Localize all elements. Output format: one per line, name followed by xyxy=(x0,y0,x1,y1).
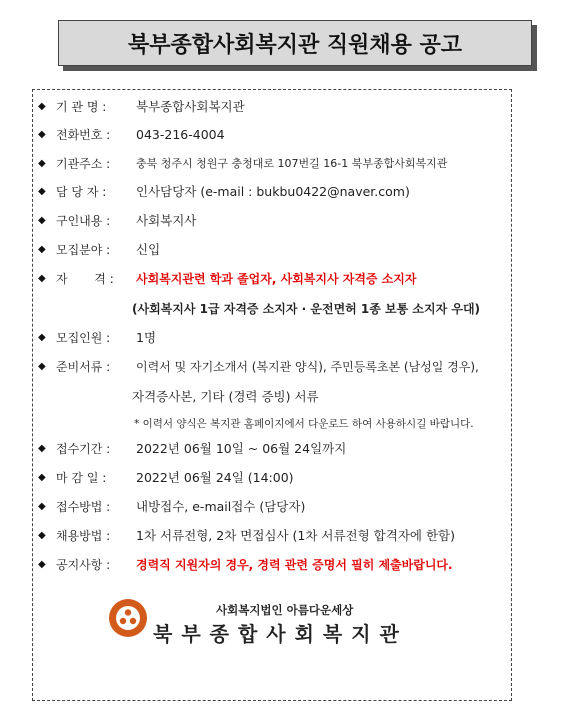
item-label: 자 격 : xyxy=(56,272,114,286)
list-item xyxy=(38,127,225,143)
item-value: 사회복지사 xyxy=(136,213,197,228)
item-label: 전화번호 : xyxy=(56,128,111,142)
item-label: 마 감 일 : xyxy=(56,471,107,485)
item-label: 기관주소 : xyxy=(56,157,111,171)
footer-center-name: 북부종합사회복지관 xyxy=(153,622,408,646)
list-item xyxy=(38,441,346,457)
list-item xyxy=(38,330,156,346)
item-label: 접수기간 : xyxy=(56,442,111,456)
diamond-bullet-icon: ◆ xyxy=(38,273,46,284)
qualification-text: 사회복지관련 학과 졸업자, 사회복지사 자격증 소지자 xyxy=(136,272,417,286)
list-item xyxy=(38,156,447,172)
list-item xyxy=(38,242,160,258)
list-item xyxy=(38,271,416,287)
item-label: 공지사항 : xyxy=(56,558,111,572)
diamond-bullet-icon: ◆ xyxy=(38,472,46,483)
list-item xyxy=(38,99,245,115)
list-item xyxy=(38,359,479,375)
diamond-bullet-icon: ◆ xyxy=(38,129,46,140)
welfare-logo-icon xyxy=(108,598,148,638)
footer-organization: 사회복지법인 아름다운세상 xyxy=(216,603,354,617)
diamond-bullet-icon: ◆ xyxy=(38,501,46,512)
list-item xyxy=(38,499,305,515)
list-item xyxy=(38,470,294,486)
diamond-bullet-icon: ◆ xyxy=(38,332,46,343)
qualification-preference: (사회복지사 1급 자격증 소지자 · 운전면허 1종 보통 소지자 우대) xyxy=(132,302,481,316)
notice-text: 경력직 지원자의 경우, 경력 관련 증명서 필히 제출바랍니다. xyxy=(136,558,453,572)
documents-note: * 이력서 양식은 복지관 홈페이지에서 다운로드 하여 사용하시길 바랍니다. xyxy=(134,418,474,430)
item-value: 인사담당자 (e-mail : bukbu0422@naver.com) xyxy=(136,184,410,199)
item-value: 내방접수, e-mail접수 (담당자) xyxy=(136,499,306,514)
item-label: 접수방법 : xyxy=(56,500,111,514)
item-value: 이력서 및 자기소개서 (복지관 양식), 주민등록초본 (남성일 경우), xyxy=(136,360,479,374)
item-label: 담 당 자 : xyxy=(56,185,107,199)
item-value: 신입 xyxy=(136,242,161,257)
item-label: 기 관 명 : xyxy=(56,100,107,114)
diamond-bullet-icon: ◆ xyxy=(38,559,46,570)
item-label: 모집인원 : xyxy=(56,331,111,345)
list-item xyxy=(38,528,455,544)
documents-line-2: 자격증사본, 기타 (경력 증빙) 서류 xyxy=(132,389,319,404)
list-item xyxy=(38,184,410,200)
item-value: 충북 청주시 청원구 충청대로 107번길 16-1 북부종합사회복지관 xyxy=(136,157,448,170)
item-value: 043-216-4004 xyxy=(136,127,225,142)
diamond-bullet-icon: ◆ xyxy=(38,215,46,226)
diamond-bullet-icon: ◆ xyxy=(38,186,46,197)
item-label: 모집분야 : xyxy=(56,243,111,257)
item-label: 준비서류 : xyxy=(56,360,111,374)
list-item xyxy=(38,213,196,229)
item-value: 2022년 06월 10일 ~ 06월 24일까지 xyxy=(136,441,347,456)
item-value: 2022년 06월 24일 (14:00) xyxy=(136,470,294,485)
item-label: 채용방법 : xyxy=(56,529,111,543)
item-label: 구인내용 : xyxy=(56,214,111,228)
item-value: 1명 xyxy=(136,330,157,345)
item-value: 1차 서류전형, 2차 면접심사 (1차 서류전형 합격자에 한함) xyxy=(136,528,455,543)
page-title: 북부종합사회복지관 직원채용 공고 xyxy=(58,20,532,66)
diamond-bullet-icon: ◆ xyxy=(38,101,46,112)
diamond-bullet-icon: ◆ xyxy=(38,530,46,541)
diamond-bullet-icon: ◆ xyxy=(38,361,46,372)
diamond-bullet-icon: ◆ xyxy=(38,158,46,169)
item-value: 북부종합사회복지관 xyxy=(136,99,245,114)
diamond-bullet-icon: ◆ xyxy=(38,443,46,454)
list-item xyxy=(38,557,453,573)
diamond-bullet-icon: ◆ xyxy=(38,244,46,255)
